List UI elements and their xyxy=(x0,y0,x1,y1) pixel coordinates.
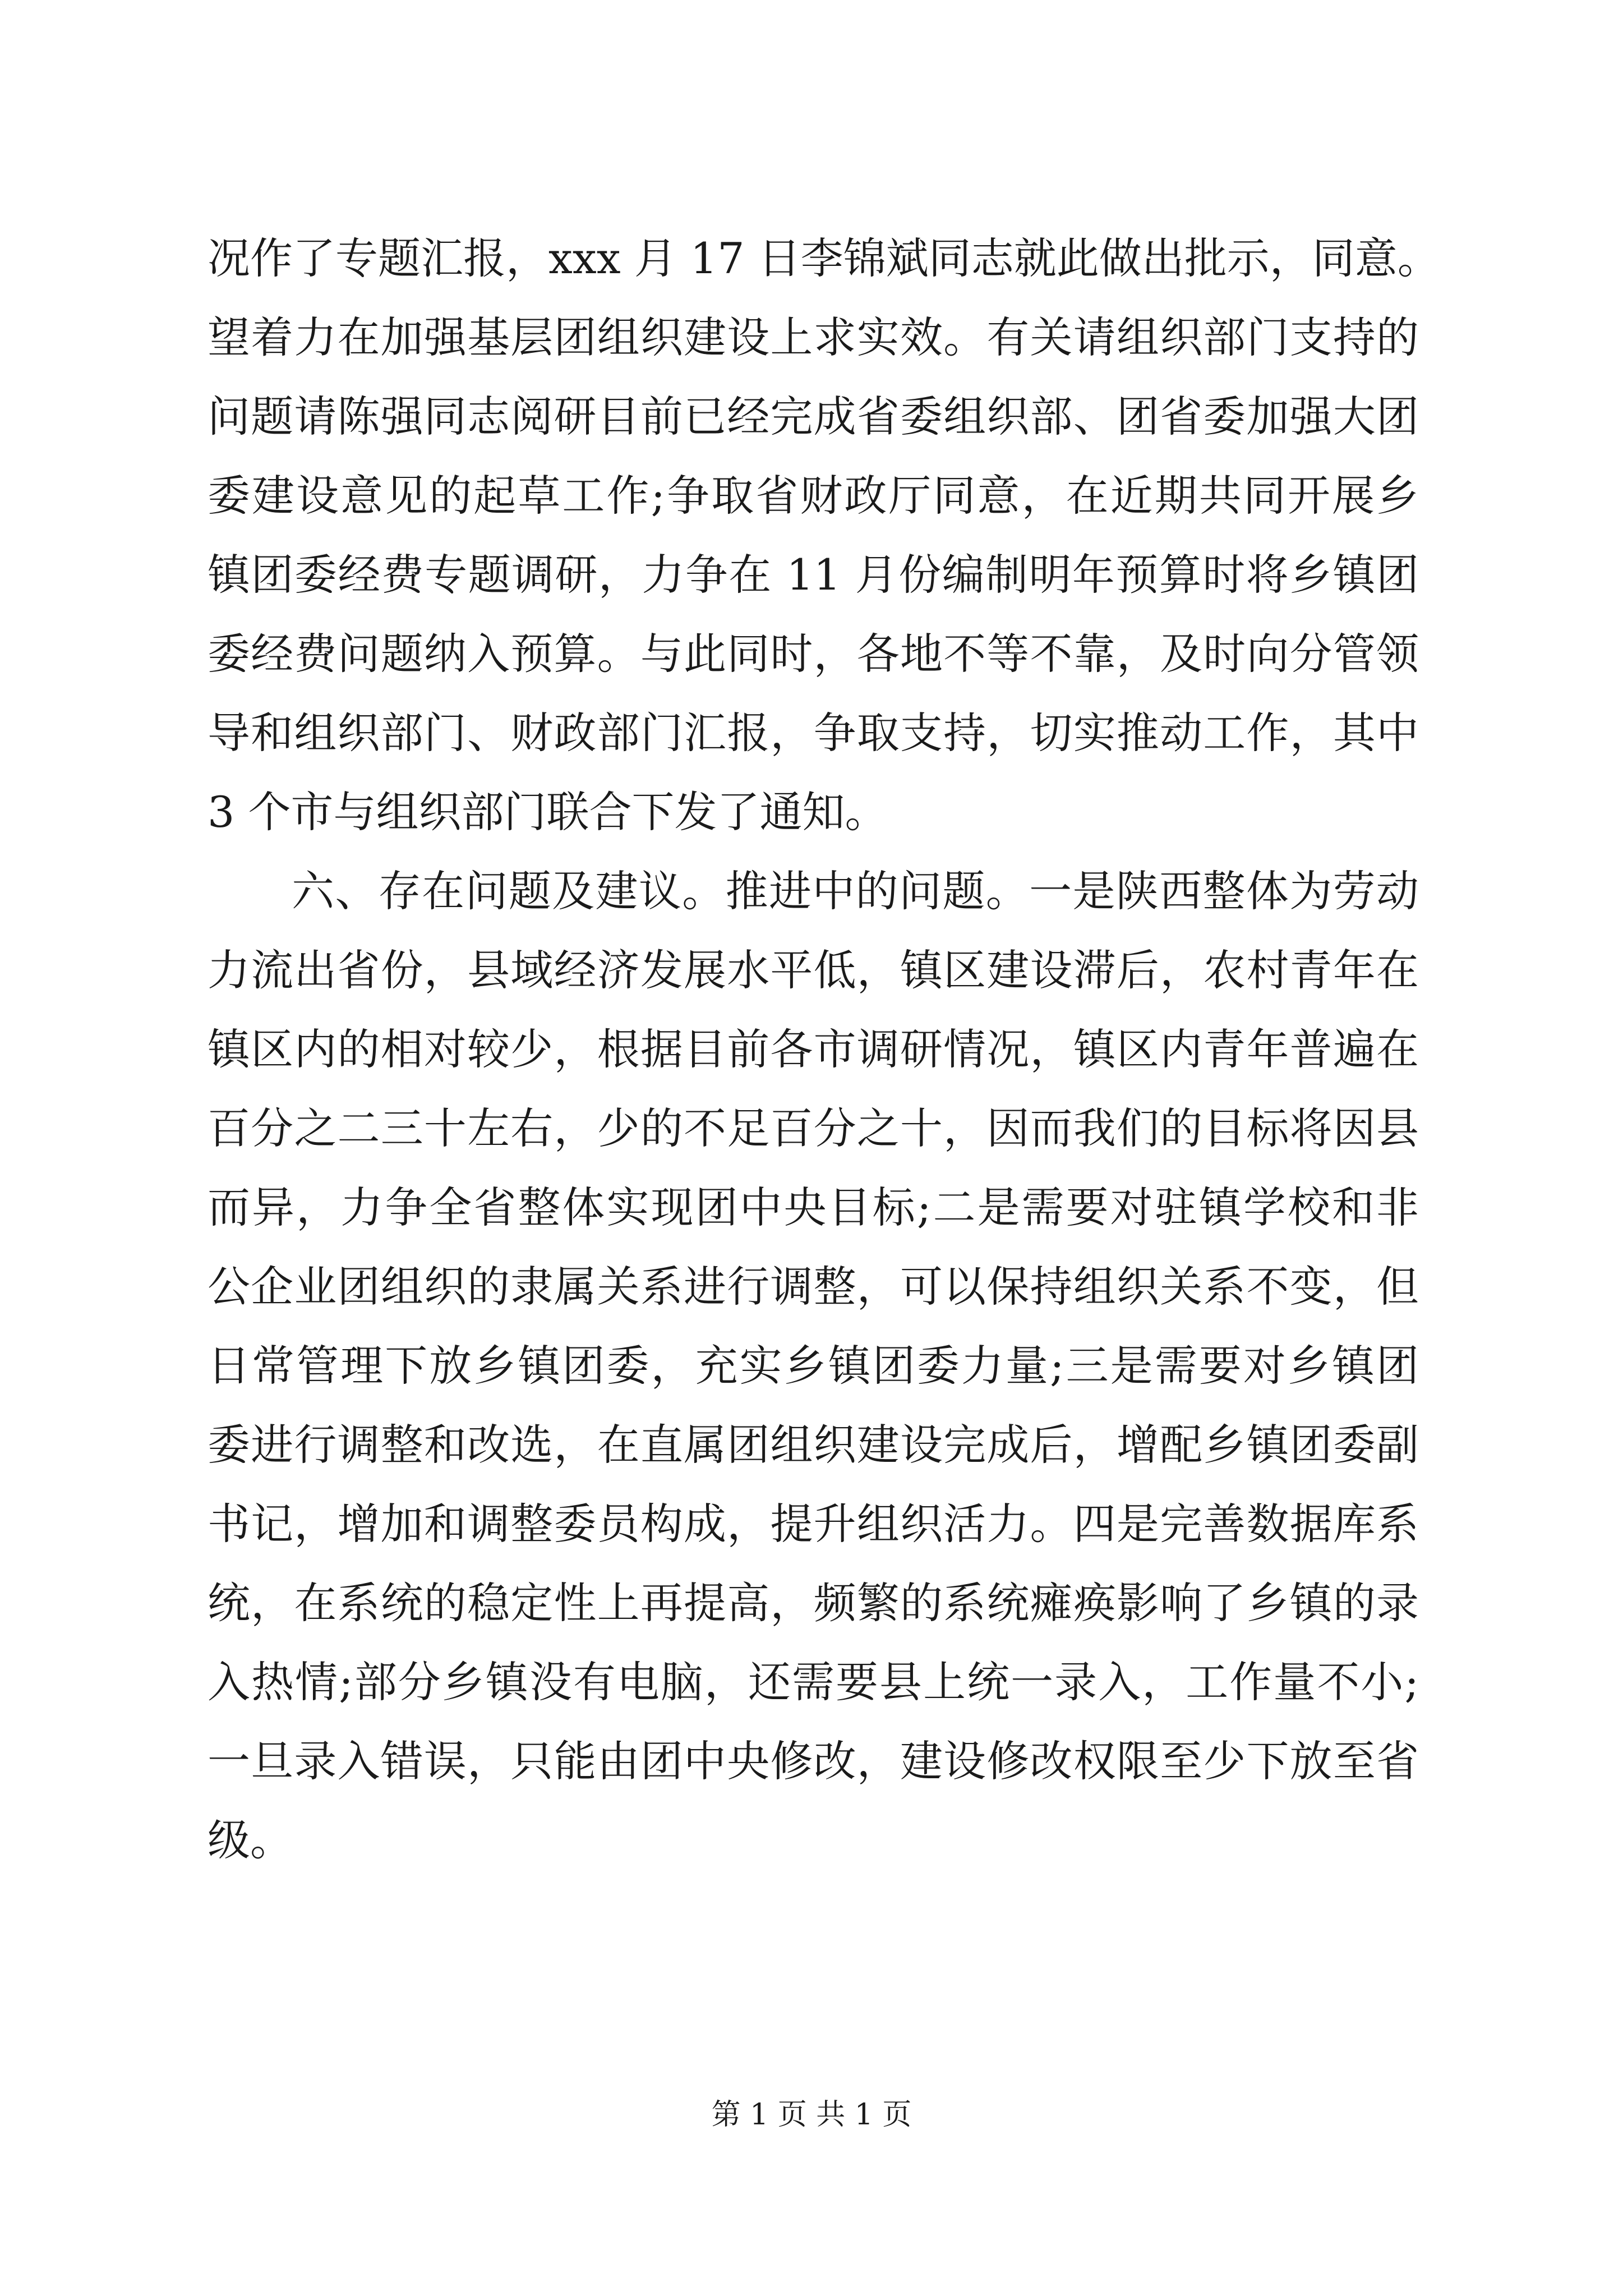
paragraph-line: 入热情;部分乡镇没有电脑，还需要县上统一录入，工作量不小; xyxy=(208,1657,1419,1707)
paragraph-line: 望着力在加强基层团组织建设上求实效。有关请组织部门支持的 xyxy=(208,312,1419,362)
paragraph-line: 镇区内的相对较少，根据目前各市调研情况，镇区内青年普遍在 xyxy=(208,1024,1419,1074)
paragraph-line: 日常管理下放乡镇团委，充实乡镇团委力量;三是需要对乡镇团 xyxy=(208,1341,1419,1391)
paragraph-line: 百分之二三十左右，少的不足百分之十，因而我们的目标将因县 xyxy=(208,1103,1419,1153)
paragraph-line: 委进行调整和改选，在直属团组织建设完成后，增配乡镇团委副 xyxy=(208,1420,1419,1470)
paragraph-line: 委建设意见的起草工作;争取省财政厅同意，在近期共同开展乡 xyxy=(208,471,1419,521)
document-body xyxy=(208,219,1440,1880)
paragraph-line: 问题请陈强同志阅研目前已经完成省委组织部、团省委加强大团 xyxy=(208,392,1419,441)
paragraph-line: 级。 xyxy=(208,1815,293,1865)
paragraph-1 xyxy=(208,219,1440,852)
page-number-footer: 第 1 页 共 1 页 xyxy=(711,2098,912,2132)
paragraph-line: 公企业团组织的隶属关系进行调整，可以保持组织关系不变，但 xyxy=(208,1262,1419,1312)
paragraph-line: 统，在系统的稳定性上再提高，频繁的系统瘫痪影响了乡镇的录 xyxy=(208,1578,1419,1628)
paragraph-line: 导和组织部门、财政部门汇报，争取支持，切实推动工作，其中 xyxy=(208,708,1419,758)
paragraph-line: 一旦录入错误，只能由团中央修改，建设修改权限至少下放至省 xyxy=(208,1736,1419,1786)
paragraph-line: 而异，力争全省整体实现团中央目标;二是需要对驻镇学校和非 xyxy=(208,1182,1419,1232)
paragraph-line: 力流出省份，县域经济发展水平低，镇区建设滞后，农村青年在 xyxy=(208,945,1419,995)
paragraph-2 xyxy=(208,852,1419,1880)
paragraph-line: 镇团委经费专题调研，力争在 11 月份编制明年预算时将乡镇团 xyxy=(208,550,1419,600)
paragraph-line: 书记，增加和调整委员构成，提升组织活力。四是完善数据库系 xyxy=(208,1499,1419,1549)
paragraph-line: 六、存在问题及建议。推进中的问题。一是陕西整体为劳动 xyxy=(292,866,1419,916)
paragraph-line: 3 个市与组织部门联合下发了通知。 xyxy=(208,787,888,837)
paragraph-line: 委经费问题纳入预算。与此同时，各地不等不靠，及时向分管领 xyxy=(208,629,1419,679)
paragraph-line: 况作了专题汇报，xxx 月 17 日李锦斌同志就此做出批示，同意。 xyxy=(208,233,1440,283)
